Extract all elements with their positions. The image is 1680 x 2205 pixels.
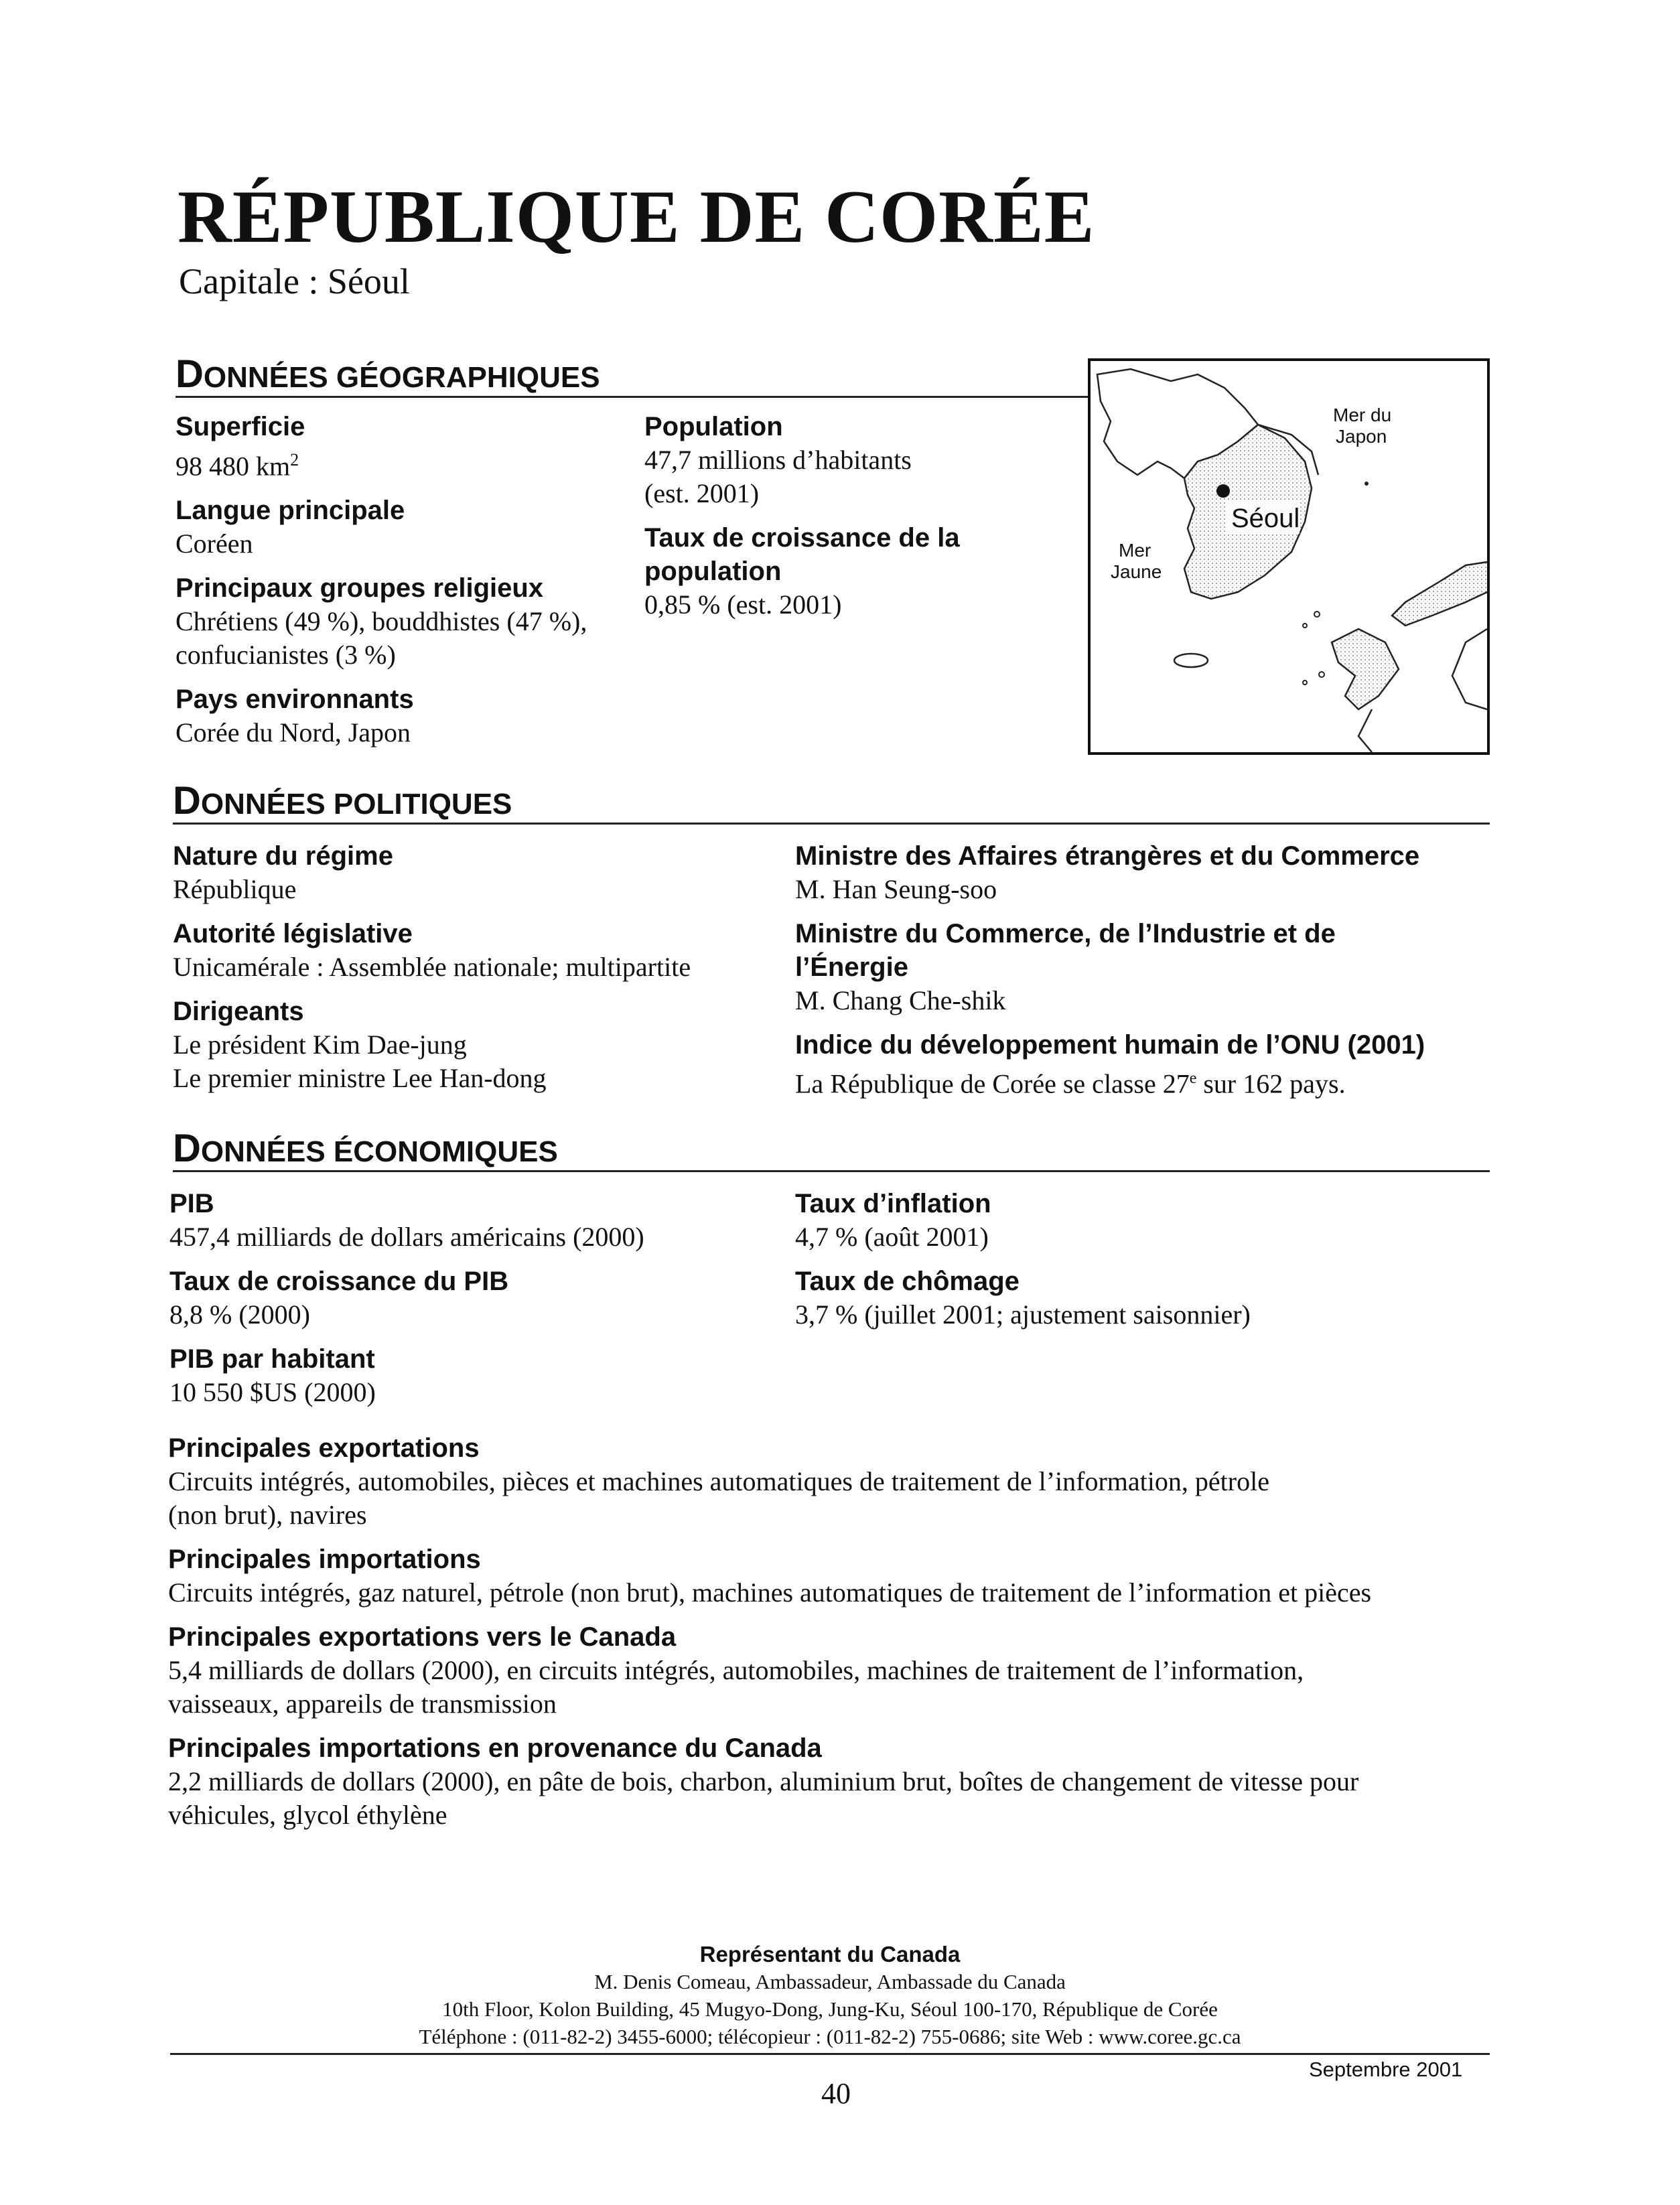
dirigeants-value-line1: Le président Kim Dae-jung	[173, 1029, 467, 1060]
legislative-label: Autorité législative	[173, 919, 413, 948]
population-value-line2: (est. 2001)	[644, 478, 760, 508]
pol-heading-rule	[173, 823, 1490, 825]
geo-right-column	[644, 410, 960, 622]
eco-right-column	[795, 1187, 1251, 1332]
export-canada-label: Principales exportations vers le Canada	[168, 1622, 677, 1652]
japan-honshu	[1392, 562, 1487, 626]
footer-heading: Représentant du Canada	[699, 1942, 961, 1967]
croissance-pib-label: Taux de croissance du PIB	[169, 1267, 509, 1296]
langue-value: Coréen	[176, 528, 253, 559]
pays-label: Pays environnants	[176, 685, 414, 715]
sea-yellow-label-line2: Jaune	[1111, 561, 1162, 582]
pol-heading: DONNÉES POLITIQUES	[173, 779, 512, 823]
superficie-label: Superficie	[176, 412, 305, 441]
footer-line1: M. Denis Comeau, Ambassadeur, Ambassade du Canada	[594, 1970, 1066, 1993]
footer-representative	[170, 1940, 1490, 2050]
pol-left-column	[173, 839, 691, 1095]
exportations-label: Principales exportations	[168, 1433, 480, 1463]
dirigeants-value-line2: Le premier ministre Lee Han-dong	[173, 1063, 547, 1093]
import-canada-label: Principales importations en provenance du Canada	[168, 1733, 822, 1763]
geo-left-column	[176, 410, 587, 750]
page-title: RÉPUBLIQUE DE CORÉE	[178, 175, 1095, 259]
korea-map	[1088, 358, 1490, 755]
regime-value: République	[173, 874, 297, 904]
seoul-label: Séoul	[1231, 504, 1300, 533]
import-canada-value-line2: véhicules, glycol éthylène	[168, 1800, 447, 1830]
eco-heading-rule	[173, 1170, 1490, 1172]
importations-label: Principales importations	[168, 1545, 481, 1574]
ministre-ae-label: Ministre des Affaires étrangères et du Commerce	[795, 841, 1420, 871]
ministre-ci-label-line1: Ministre du Commerce, de l’Industrie et de	[795, 919, 1336, 948]
export-canada-value-line1: 5,4 milliards de dollars (2000), en circuits intégrés, automobiles, machines de traitement de l’information,	[168, 1655, 1304, 1685]
croissance-label-line2: population	[644, 557, 782, 586]
pays-value: Corée du Nord, Japon	[176, 717, 411, 748]
ministre-ae-value: M. Han Seung-soo	[795, 874, 997, 904]
footer-line3: Téléphone : (011-82-2) 3455-6000; télécopieur : (011-82-2) 755-0686; site Web : www.coree.gc.ca	[419, 2025, 1241, 2048]
footer-line2: 10th Floor, Kolon Building, 45 Mugyo-Dong, Jung-Ku, Séoul 100-170, République de Corée	[442, 1997, 1218, 2021]
seoul-marker	[1216, 484, 1230, 498]
legislative-value: Unicamérale : Assemblée nationale; multipartite	[173, 952, 691, 982]
pib-habitant-value: 10 550 $US (2000)	[169, 1377, 376, 1407]
langue-label: Langue principale	[176, 496, 405, 526]
korea-map-drawing	[1091, 361, 1487, 752]
population-value-line1: 47,7 millions d’habitants	[644, 445, 912, 475]
sea-japan-label-line2: Japon	[1336, 426, 1387, 447]
dirigeants-label: Dirigeants	[173, 997, 304, 1026]
footer-rule	[170, 2053, 1490, 2055]
export-canada-value-line2: vaisseaux, appareils de transmission	[168, 1689, 557, 1719]
pib-value: 457,4 milliards de dollars américains (2000)	[169, 1222, 644, 1252]
import-canada-value-line1: 2,2 milliards de dollars (2000), en pâte de bois, charbon, aluminium brut, boîtes de changement de vitesse pour	[168, 1766, 1359, 1796]
footer-date: Septembre 2001	[1309, 2058, 1463, 2081]
idh-label: Indice du développement humain de l’ONU (2001)	[795, 1030, 1425, 1060]
exportations-value-line2: (non brut), navires	[168, 1500, 367, 1530]
population-label: Population	[644, 412, 783, 441]
jeju-island	[1174, 654, 1208, 667]
inflation-value: 4,7 % (août 2001)	[795, 1222, 989, 1252]
pib-label: PIB	[169, 1189, 214, 1218]
croissance-pib-value: 8,8 % (2000)	[169, 1299, 310, 1330]
geo-heading-rule	[176, 396, 1088, 398]
chomage-value: 3,7 % (juillet 2001; ajustement saisonnier)	[795, 1299, 1251, 1330]
importations-value-line1: Circuits intégrés, gaz naturel, pétrole (non brut), machines automatiques de traitement de l’information et pièces	[168, 1577, 1372, 1608]
inflation-label: Taux d’inflation	[795, 1189, 991, 1218]
pib-habitant-label: PIB par habitant	[169, 1344, 375, 1374]
eco-heading: DONNÉES ÉCONOMIQUES	[173, 1127, 558, 1170]
religions-value-line1: Chrétiens (49 %), bouddhistes (47 %),	[176, 606, 587, 637]
ministre-ci-value: M. Chang Che-shik	[795, 985, 1006, 1015]
geo-heading: DONNÉES GÉOGRAPHIQUES	[176, 352, 600, 396]
japan-kyushu	[1332, 629, 1399, 709]
sea-japan-label-line1: Mer du	[1333, 405, 1392, 425]
page-number: 40	[821, 2077, 851, 2110]
regime-label: Nature du régime	[173, 841, 393, 871]
croissance-value: 0,85 % (est. 2001)	[644, 589, 842, 620]
chomage-label: Taux de chômage	[795, 1267, 1020, 1296]
croissance-label-line1: Taux de croissance de la	[644, 523, 960, 553]
eco-left-column	[169, 1187, 644, 1409]
eco-trade-section	[168, 1431, 1371, 1832]
pol-right-column	[795, 839, 1425, 1100]
idh-value: La République de Corée se classe 27e sur 162 pays.	[795, 1068, 1346, 1099]
exportations-value-line1: Circuits intégrés, automobiles, pièces et machines automatiques de traitement de l’information, pétrole	[168, 1466, 1269, 1496]
superficie-value: 98 480 $km^2$	[176, 450, 299, 482]
capital-subtitle: Capitale : Séoul	[179, 261, 410, 301]
religions-label: Principaux groupes religieux	[176, 573, 544, 603]
sea-yellow-label-line1: Mer	[1119, 540, 1151, 561]
ministre-ci-label-line2: l’Énergie	[795, 952, 908, 982]
religions-value-line2: confucianistes (3 %)	[176, 640, 396, 670]
